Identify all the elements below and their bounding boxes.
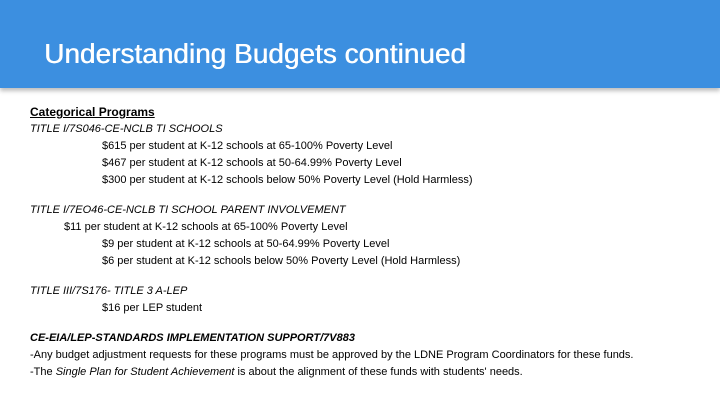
section-line: $615 per student at K-12 schools at 65-100% Poverty Level [102,140,393,152]
note-suffix: is about the alignment of these funds with students' needs. [234,366,523,378]
note-approval: -Any budget adjustment requests for these programs must be approved by the LDNE Program Coordinators for these funds. [30,349,634,361]
section-title-i-schools: TITLE I/7S046-CE-NCLB TI SCHOOLS [30,123,223,135]
spacer [30,270,710,283]
title-bar [0,0,720,88]
categorical-programs-heading: Categorical Programs [30,105,155,119]
spacer [30,317,710,330]
section-line: $11 per student at K-12 schools at 65-100% Poverty Level [64,221,348,233]
single-plan-title: Single Plan for Student Achievement [55,366,235,378]
section-title-parent-involvement: TITLE I/7EO46-CE-NCLB TI SCHOOL PARENT INVOLVEMENT [30,204,346,216]
slide-title: Understanding Budgets continued [44,38,466,69]
slide-body [30,104,710,381]
section-line: $300 per student at K-12 schools below 50% Poverty Level (Hold Harmless) [102,174,473,186]
section-title-ce-eia: CE-EIA/LEP-STANDARDS IMPLEMENTATION SUPPORT/7V883 [30,332,355,344]
note-single-plan [30,364,710,381]
section-line: $9 per student at K-12 schools at 50-64.99% Poverty Level [102,238,390,250]
section-title-title-iii: TITLE III/7S176- TITLE 3 A-LEP [30,285,188,297]
section-line: $467 per student at K-12 schools at 50-64.99% Poverty Level [102,157,402,169]
section-line: $6 per student at K-12 schools below 50% Poverty Level (Hold Harmless) [102,255,461,267]
note-prefix: -The [30,366,56,378]
section-line: $16 per LEP student [102,302,203,314]
spacer [30,189,710,202]
